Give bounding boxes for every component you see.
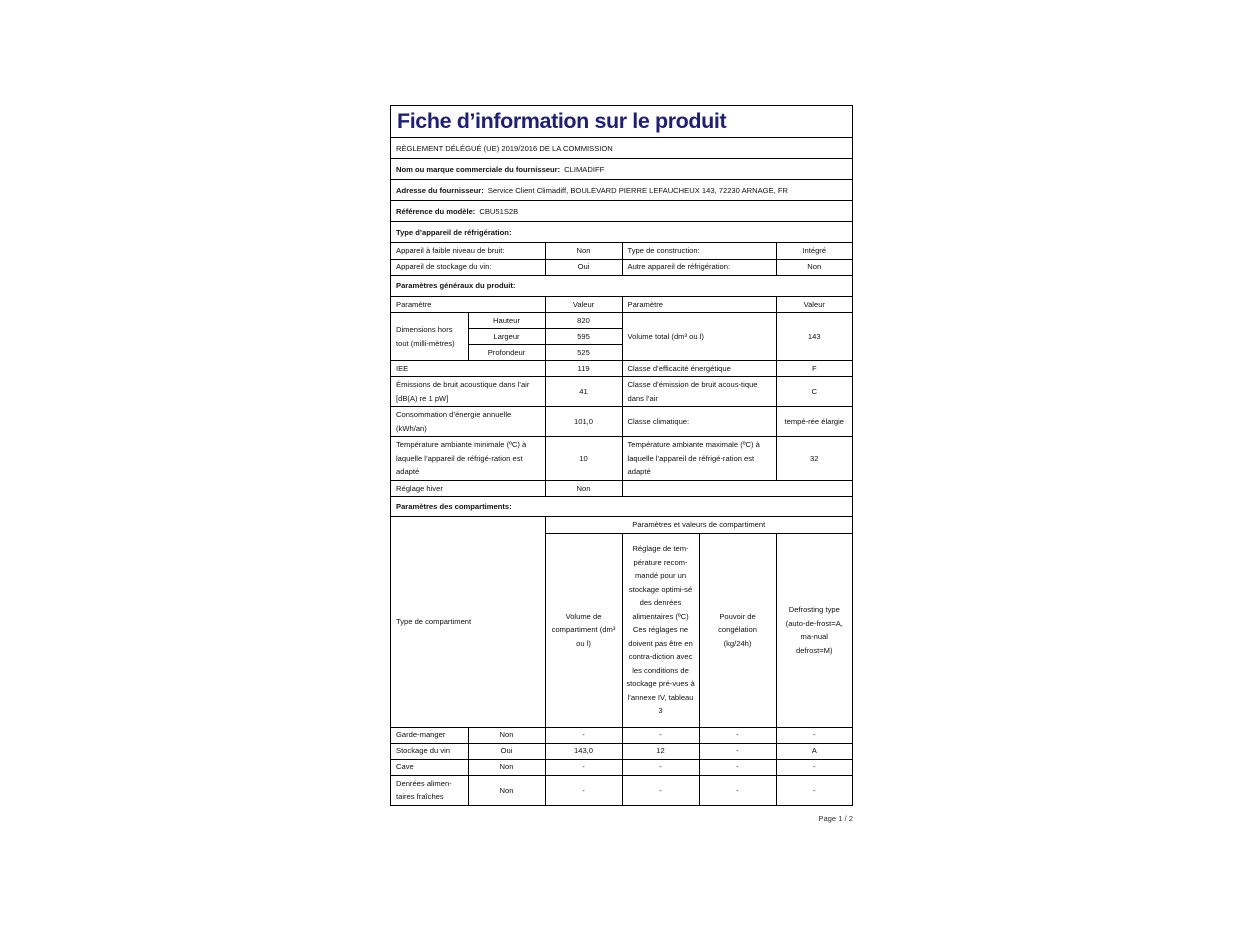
width-label: Largeur [468,329,545,345]
compartment-defrost: - [776,759,852,775]
construction-value: Intégré [776,243,852,259]
compartment-defrost: - [776,775,852,805]
depth-label: Profondeur [468,345,545,361]
energy-consumption-label: Consommation d’énergie annuelle (kWh/an) [391,407,545,437]
table-row [391,377,852,407]
table-row [391,437,852,481]
compartment-temp: - [622,759,699,775]
compartment-freeze: - [699,775,776,805]
eei-label: IEE [391,361,545,377]
supplier-name-value: CLIMADIFF [564,164,605,174]
table-row [391,759,852,775]
noise-label: Émissions de bruit acoustique dans l’air [dB(A) re 1 pW] [391,377,545,407]
compartment-present: Non [468,727,545,743]
supplier-address-label: Adresse du fournisseur: [396,185,484,195]
model-ref-label: Référence du modèle: [396,206,476,216]
table-header-row [391,517,852,533]
wine-storage-value: Oui [545,259,622,275]
param-header: Paramètre [391,297,545,313]
climate-class-value: tempé-rée élargie [776,407,852,437]
wine-storage-label: Appareil de stockage du vin: [391,259,545,275]
compartment-volume: 143,0 [545,743,622,759]
compartment-temp: - [622,727,699,743]
product-information-sheet [390,105,853,806]
supplier-address-row [391,180,852,201]
compartment-temp: 12 [622,743,699,759]
dimensions-label: Dimensions hors tout (milli-mètres) [391,313,468,361]
height-value: 820 [545,313,622,329]
other-appliance-value: Non [776,259,852,275]
page-number: Page 1 / 2 [818,814,853,823]
energy-class-label: Classe d’efficacité énergétique [622,361,776,377]
table-row [391,743,852,759]
supplier-address-value: Service Client Climadiff, BOULEVARD PIERRE LEFAUCHEUX 143, 72230 ARNAGE, FR [487,185,788,195]
depth-value: 525 [545,345,622,361]
compartments-heading: Paramètres des compartiments: [396,502,512,511]
height-label: Hauteur [468,313,545,329]
compartment-defrost: - [776,727,852,743]
table-row [391,407,852,437]
table-row [391,243,852,259]
compartments-table [391,517,852,805]
compartment-volume-header: Volume de compartiment (dm³ ou l) [545,533,622,727]
regulation-text: RÈGLEMENT DÉLÉGUÉ (UE) 2019/2016 DE LA COMMISSION [396,143,613,153]
climate-class-label: Classe climatique: [622,407,776,437]
min-temp-value: 10 [545,437,622,481]
eei-value: 119 [545,361,622,377]
max-temp-label: Température ambiante maximale (ºC) à laquelle l’appareil de réfrigé-ration est adapté [622,437,776,481]
general-parameters-table [391,297,852,498]
compartment-freeze-header: Pouvoir de congélation (kg/24h) [699,533,776,727]
compartments-heading-row [391,497,852,517]
model-ref-row [391,201,852,222]
table-row [391,361,852,377]
value-header: Valeur [545,297,622,313]
supplier-name-label: Nom ou marque commerciale du fournisseur: [396,164,561,174]
table-row [391,313,852,329]
table-row [391,259,852,275]
compartment-freeze: - [699,743,776,759]
compartment-present: Oui [468,743,545,759]
compartment-freeze: - [699,727,776,743]
compartment-type-header: Type de compartiment [391,517,545,727]
supplier-name-row [391,159,852,180]
compartment-name: Stockage du vin [391,743,468,759]
total-volume-label: Volume total (dm³ ou l) [622,313,776,361]
noise-value: 41 [545,377,622,407]
winter-setting-value: Non [545,481,622,497]
noise-class-value: C [776,377,852,407]
compartment-group-header: Paramètres et valeurs de compartiment [545,517,852,533]
winter-setting-label: Réglage hiver [391,481,545,497]
compartment-present: Non [468,759,545,775]
compartment-volume: - [545,775,622,805]
compartment-defrost: A [776,743,852,759]
noise-class-label: Classe d’émission de bruit acous-tique dans l’air [622,377,776,407]
appliance-type-table [391,243,852,276]
table-header-row [391,297,852,313]
compartment-volume: - [545,727,622,743]
appliance-type-heading: Type d’appareil de réfrigération: [396,227,512,237]
energy-consumption-value: 101,0 [545,407,622,437]
compartment-name: Garde-manger [391,727,468,743]
appliance-type-heading-row [391,222,852,243]
energy-class-value: F [776,361,852,377]
value-header-2: Valeur [776,297,852,313]
regulation-row [391,138,852,159]
width-value: 595 [545,329,622,345]
total-volume-value: 143 [776,313,852,361]
low-noise-value: Non [545,243,622,259]
empty-cell [622,481,852,497]
table-row [391,775,852,805]
compartment-name: Denrées alimen-taires fraîches [391,775,468,805]
general-heading: Paramètres généraux du produit: [396,281,516,290]
construction-label: Type de construction: [622,243,776,259]
compartment-temp-header: Réglage de tem-pérature recom-mandé pour un stockage optimi-sé des denrées alimentaires (ºC) Ces réglages ne doivent pas être en contra-diction avec les conditions de stockage pré-vues à l’annexe IV, tableau 3 [622,533,699,727]
compartment-present: Non [468,775,545,805]
param-header-2: Paramètre [622,297,776,313]
general-heading-row [391,276,852,297]
compartment-freeze: - [699,759,776,775]
model-ref-value: CBU51S2B [479,206,519,216]
compartment-name: Cave [391,759,468,775]
compartment-temp: - [622,775,699,805]
max-temp-value: 32 [776,437,852,481]
title-row [391,106,852,138]
table-row [391,481,852,497]
table-row [391,727,852,743]
other-appliance-label: Autre appareil de réfrigération: [622,259,776,275]
sheet-title: Fiche d’information sur le produit [397,109,727,133]
compartment-volume: - [545,759,622,775]
min-temp-label: Température ambiante minimale (ºC) à laquelle l’appareil de réfrigé-ration est adapté [391,437,545,481]
low-noise-label: Appareil à faible niveau de bruit: [391,243,545,259]
compartment-defrost-header: Defrosting type (auto-de-frost=A, ma-nual defrost=M) [776,533,852,727]
